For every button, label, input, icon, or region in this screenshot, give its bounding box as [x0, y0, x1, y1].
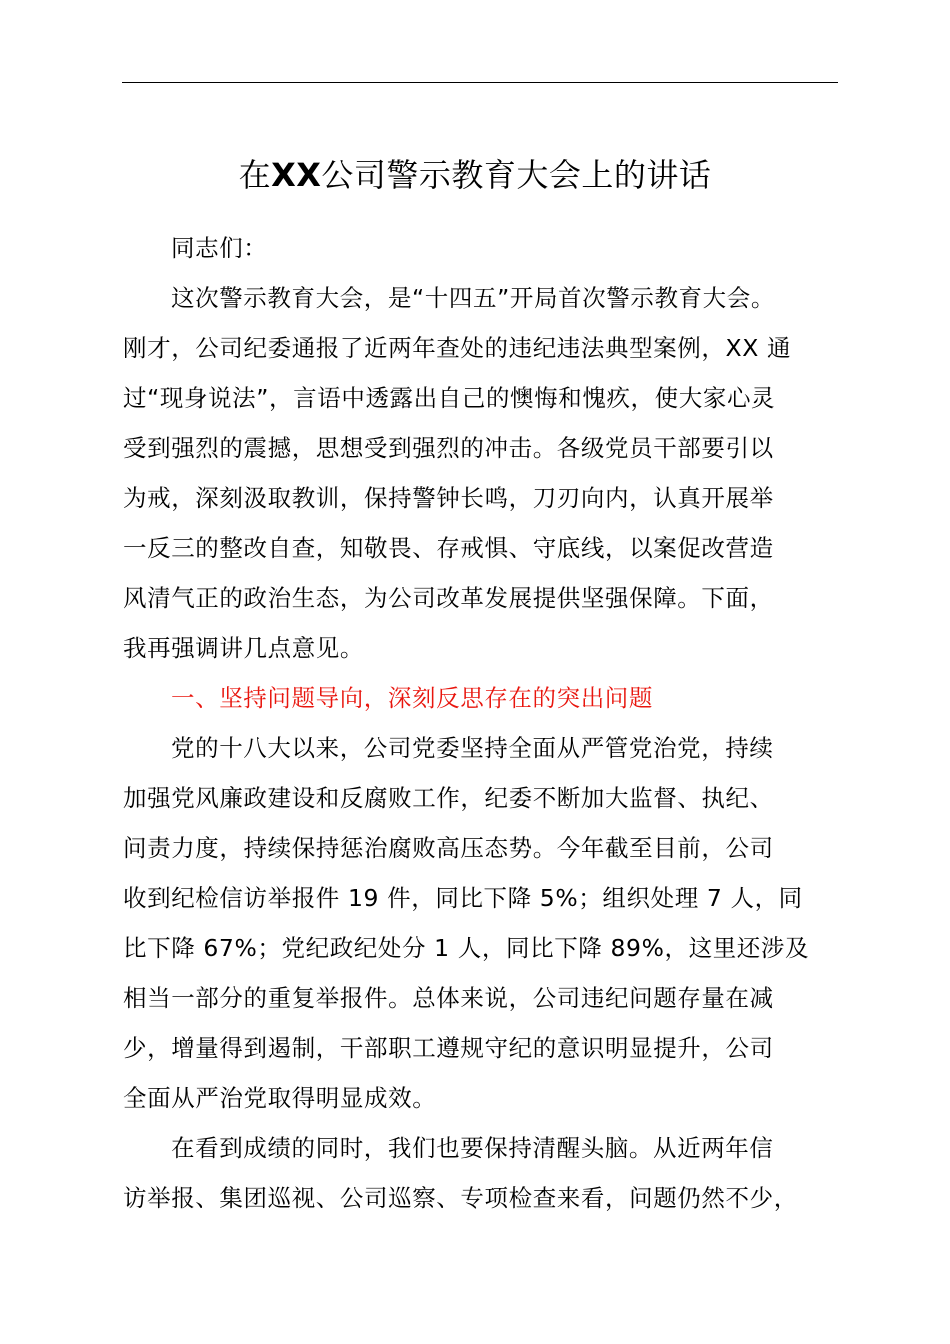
text-line: 这次警示教育大会，是“十四五”开局首次警示教育大会。 [171, 284, 775, 312]
text-line: 少，增量得到遏制，干部职工遵规守纪的意识明显提升，公司 [123, 1034, 774, 1062]
text-line: 加强党风廉政建设和反腐败工作，纪委不断加大监督、执纪、 [123, 784, 774, 812]
text-line: 收到纪检信访举报件 19 件，同比下降 5%；组织处理 7 人，同 [123, 884, 803, 912]
title-prefix: 在 [238, 156, 272, 194]
text-line: 问责力度，持续保持惩治腐败高压态势。今年截至目前，公司 [123, 834, 774, 862]
text-line: 一反三的整改自查，知敬畏、存戒惧、守底线，以案促改营造 [123, 534, 774, 562]
text-line: 过“现身说法”，言语中透露出自己的懊悔和愧疚，使大家心灵 [123, 384, 776, 412]
text-line: 受到强烈的震撼，思想受到强烈的冲击。各级党员干部要引以 [123, 434, 774, 462]
page-title [0, 150, 950, 200]
text-line: 风清气正的政治生态，为公司改革发展提供坚强保障。下面， [123, 584, 774, 612]
document-body [123, 223, 843, 1223]
title-company-placeholder: XX [271, 156, 322, 194]
section-heading: 一、坚持问题导向，深刻反思存在的突出问题 [171, 684, 653, 712]
text-line: 同志们： [171, 234, 268, 262]
header-rule [122, 82, 838, 83]
text-line: 在看到成绩的同时，我们也要保持清醒头脑。从近两年信 [171, 1134, 774, 1162]
text-line: 访举报、集团巡视、公司巡察、专项检查来看，问题仍然不少， [123, 1184, 798, 1212]
title-suffix: 公司警示教育大会上的讲话 [321, 156, 712, 194]
text-line: 相当一部分的重复举报件。总体来说，公司违纪问题存量在减 [123, 984, 774, 1012]
text-line: 全面从严治党取得明显成效。 [123, 1084, 437, 1112]
text-line: 刚才，公司纪委通报了近两年查处的违纪违法典型案例，XX 通 [123, 334, 792, 362]
text-line: 党的十八大以来，公司党委坚持全面从严管党治党，持续 [171, 734, 774, 762]
text-line: 为戒，深刻汲取教训，保持警钟长鸣，刀刃向内，认真开展举 [123, 484, 774, 512]
text-line: 我再强调讲几点意见。 [123, 634, 364, 662]
text-line: 比下降 67%；党纪政纪处分 1 人，同比下降 89%，这里还涉及 [123, 934, 810, 962]
